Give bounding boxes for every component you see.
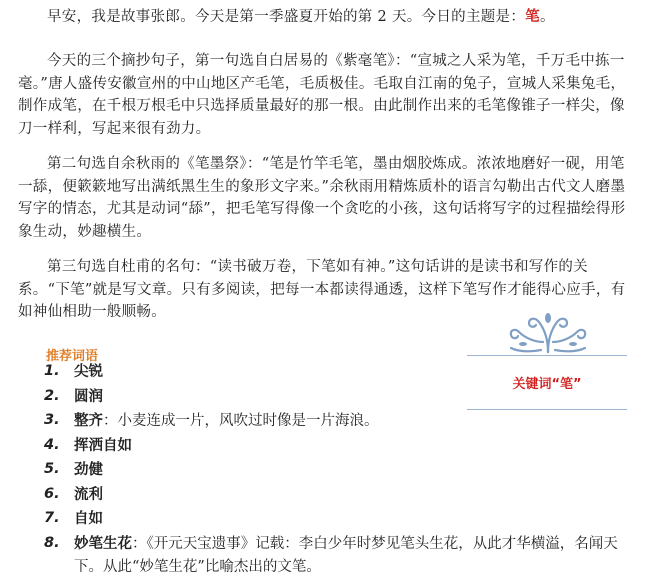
vocab-term: 尖锐: [74, 363, 103, 380]
vocab-term: 圆润: [74, 387, 103, 405]
vocab-item-number: 5.: [44, 461, 60, 477]
vocab-list: [44, 360, 624, 580]
vocab-desc: ：小麦连成一片，风吹过时像是一片海浪。: [103, 413, 379, 429]
intro-end: 。: [539, 9, 555, 25]
vocab-item-number: 2.: [44, 387, 60, 404]
vocab-item: [44, 409, 624, 434]
vocab-item: [44, 385, 624, 410]
card-top-divider: [467, 355, 627, 356]
paragraph-3: 第三句选自杜甫的名句：“读书破万卷，下笔如有神。”这句话讲的是读书和写作的关系。“下笔”就是写文章。只有多阅读，把每一本都读得通透，这样下笔写作才能得心应手，有如神仙相助一般顺畅。: [18, 259, 626, 320]
vocab-item-number: 8.: [44, 534, 60, 551]
vocab-item-number: 4.: [44, 436, 60, 453]
vocab-section-title: 推荐词语: [46, 349, 99, 364]
vocab-item-number: 3.: [44, 412, 60, 428]
vocab-term: 流利: [74, 485, 103, 503]
intro-text: 早安，我是故事张郎。今天是第一季盛夏开始的第 2 天。今日的主题是：: [47, 9, 526, 25]
paragraph-2: 第二句选自余秋雨的《笔墨祭》：“笔是竹竿毛笔，墨由烟胶炼成。浓浓地磨好一砚，用笔一舔，便簌簌地写出满纸黑生生的象形文字来。”余秋雨用精炼质朴的语言勾勒出古代文人磨墨写字的情态，尤其是动词“舔”，把毛笔写得像一个贪吃的小孩，这句话将写字的过程描绘得形象生动，妙趣横生。: [18, 156, 626, 240]
vocab-item: [44, 360, 624, 385]
vocab-term: 整齐: [74, 412, 103, 429]
floral-ornament-icon: [505, 312, 591, 356]
vocab-item-number: 1.: [44, 363, 60, 379]
card-keyword-label: 关键词“笔”: [512, 377, 582, 392]
paragraph-1: 今天的三个摘抄句子，第一句选自白居易的《紫毫笔》：“宣城之人采为笔，千万毛中拣一毫。”唐人盛传安徽宣州的中山地区产毛笔，毛质极佳。毛取自江南的兔子，宣城人采集兔毛，制作成笔，在千根万根毛中只选择质量最好的那一根。由此制作出来的毛笔像锥子一样尖，像刀一样利，写起来很有劲力。: [18, 53, 626, 137]
vocab-term: 挥洒自如: [74, 436, 132, 454]
vocab-item-number: 7.: [44, 510, 60, 526]
vocab-item: [44, 532, 624, 580]
intro-paragraph: [18, 6, 630, 29]
vocab-item: [44, 458, 624, 483]
vocab-term: 自如: [74, 510, 103, 527]
vocab-term: 妙笔生花: [74, 534, 132, 552]
vocab-term: 劲健: [74, 461, 103, 478]
vocab-item: [44, 507, 624, 532]
vocab-item: [44, 483, 624, 508]
vocab-item: [44, 434, 624, 459]
vocab-item-number: 6.: [44, 485, 60, 502]
topic-keyword: 笔: [525, 8, 540, 25]
vocab-desc: ：《开元天宝遗事》记载：李白少年时梦见笔头生花，从此才华横溢，名闻天下。从此“妙笔生花”比喻杰出的文笔。: [74, 535, 618, 575]
